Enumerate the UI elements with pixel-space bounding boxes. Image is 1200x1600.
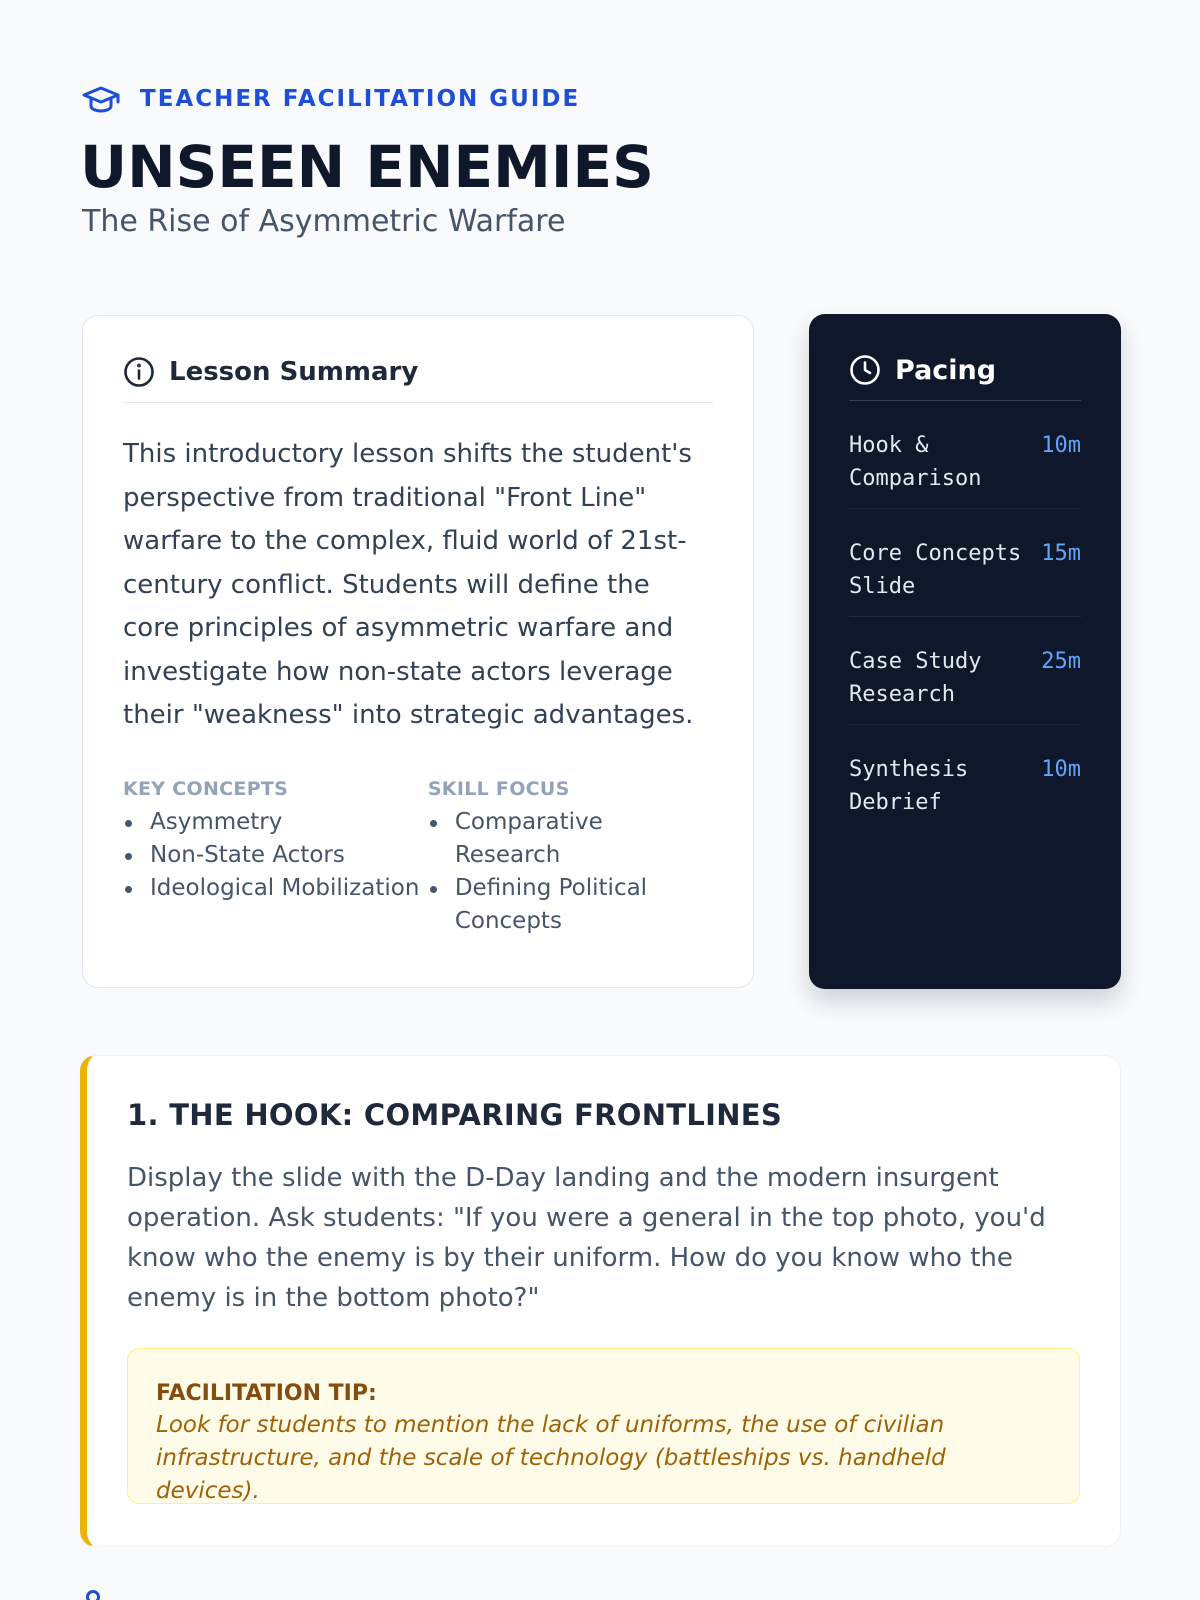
lesson-summary-card (82, 315, 754, 988)
hook-title: 1. THE HOOK: COMPARING FRONTLINES (127, 1098, 783, 1132)
list-item: Comparative Research (428, 806, 713, 872)
list-item: Asymmetry (123, 806, 428, 839)
facilitation-tip-label: FACILITATION TIP: (156, 1381, 377, 1406)
pacing-title: Pacing (895, 354, 997, 386)
key-concepts-list (123, 806, 428, 905)
lesson-summary-text: This introductory lesson shifts the student's perspective from traditional "Front Line" warfare to the complex, fluid world of 21st-century conflict. Students will define the core principles of asymmetric warfare and investigate how non-state actors leverage their "weakness" into strategic advantages. (123, 439, 694, 730)
list-item: Defining Political Concepts (428, 872, 713, 938)
page-title: UNSEEN ENEMIES (80, 133, 654, 201)
next-section-marker (86, 1590, 100, 1600)
pacing-item-label: Synthesis Debrief (849, 757, 969, 815)
pacing-item-label: Core Concepts Slide (849, 541, 1022, 599)
lesson-summary-title: Lesson Summary (169, 357, 419, 387)
page-subtitle: The Rise of Asymmetric Warfare (82, 204, 566, 239)
skill-focus-list (428, 806, 713, 938)
skill-focus-label: SKILL FOCUS (427, 777, 570, 800)
info-icon (123, 356, 155, 388)
clock-icon (849, 354, 881, 386)
skill-focus (428, 778, 713, 938)
pacing-row (849, 509, 1081, 617)
concept-columns (123, 778, 713, 938)
facilitation-tip (127, 1348, 1080, 1504)
pacing-item-time: 25m (1041, 649, 1081, 674)
pacing-row (849, 725, 1081, 833)
key-concepts (123, 778, 428, 938)
pacing-row (849, 401, 1081, 509)
facilitation-tip-text: Look for students to mention the lack of uniforms, the use of civilian infrastructure, and the scale of technology (battleships vs. handheld devices). (156, 1412, 946, 1504)
pacing-header (849, 354, 1081, 401)
graduation-cap-icon (82, 84, 120, 114)
pacing-row (849, 617, 1081, 725)
pacing-item-label: Hook & Comparison (849, 433, 982, 491)
eyebrow-label: TEACHER FACILITATION GUIDE (140, 86, 581, 112)
pacing-item-time: 10m (1041, 757, 1081, 782)
list-item: Non-State Actors (123, 839, 428, 872)
pacing-item-time: 15m (1041, 541, 1081, 566)
pacing-item-time: 10m (1041, 433, 1081, 458)
list-item: Ideological Mobilization (123, 872, 428, 905)
key-concepts-label: KEY CONCEPTS (123, 777, 289, 800)
pacing-card (809, 314, 1121, 989)
lesson-summary-header (123, 356, 713, 403)
eyebrow (82, 84, 580, 114)
hook-section (80, 1055, 1121, 1547)
pacing-item-label: Case Study Research (849, 649, 982, 707)
hook-text: Display the slide with the D-Day landing and the modern insurgent operation. Ask students: "If you were a general in the top photo, you'd know who the enemy is by their uniform. How do you know who the enemy is in the bottom photo?" (127, 1163, 1046, 1313)
